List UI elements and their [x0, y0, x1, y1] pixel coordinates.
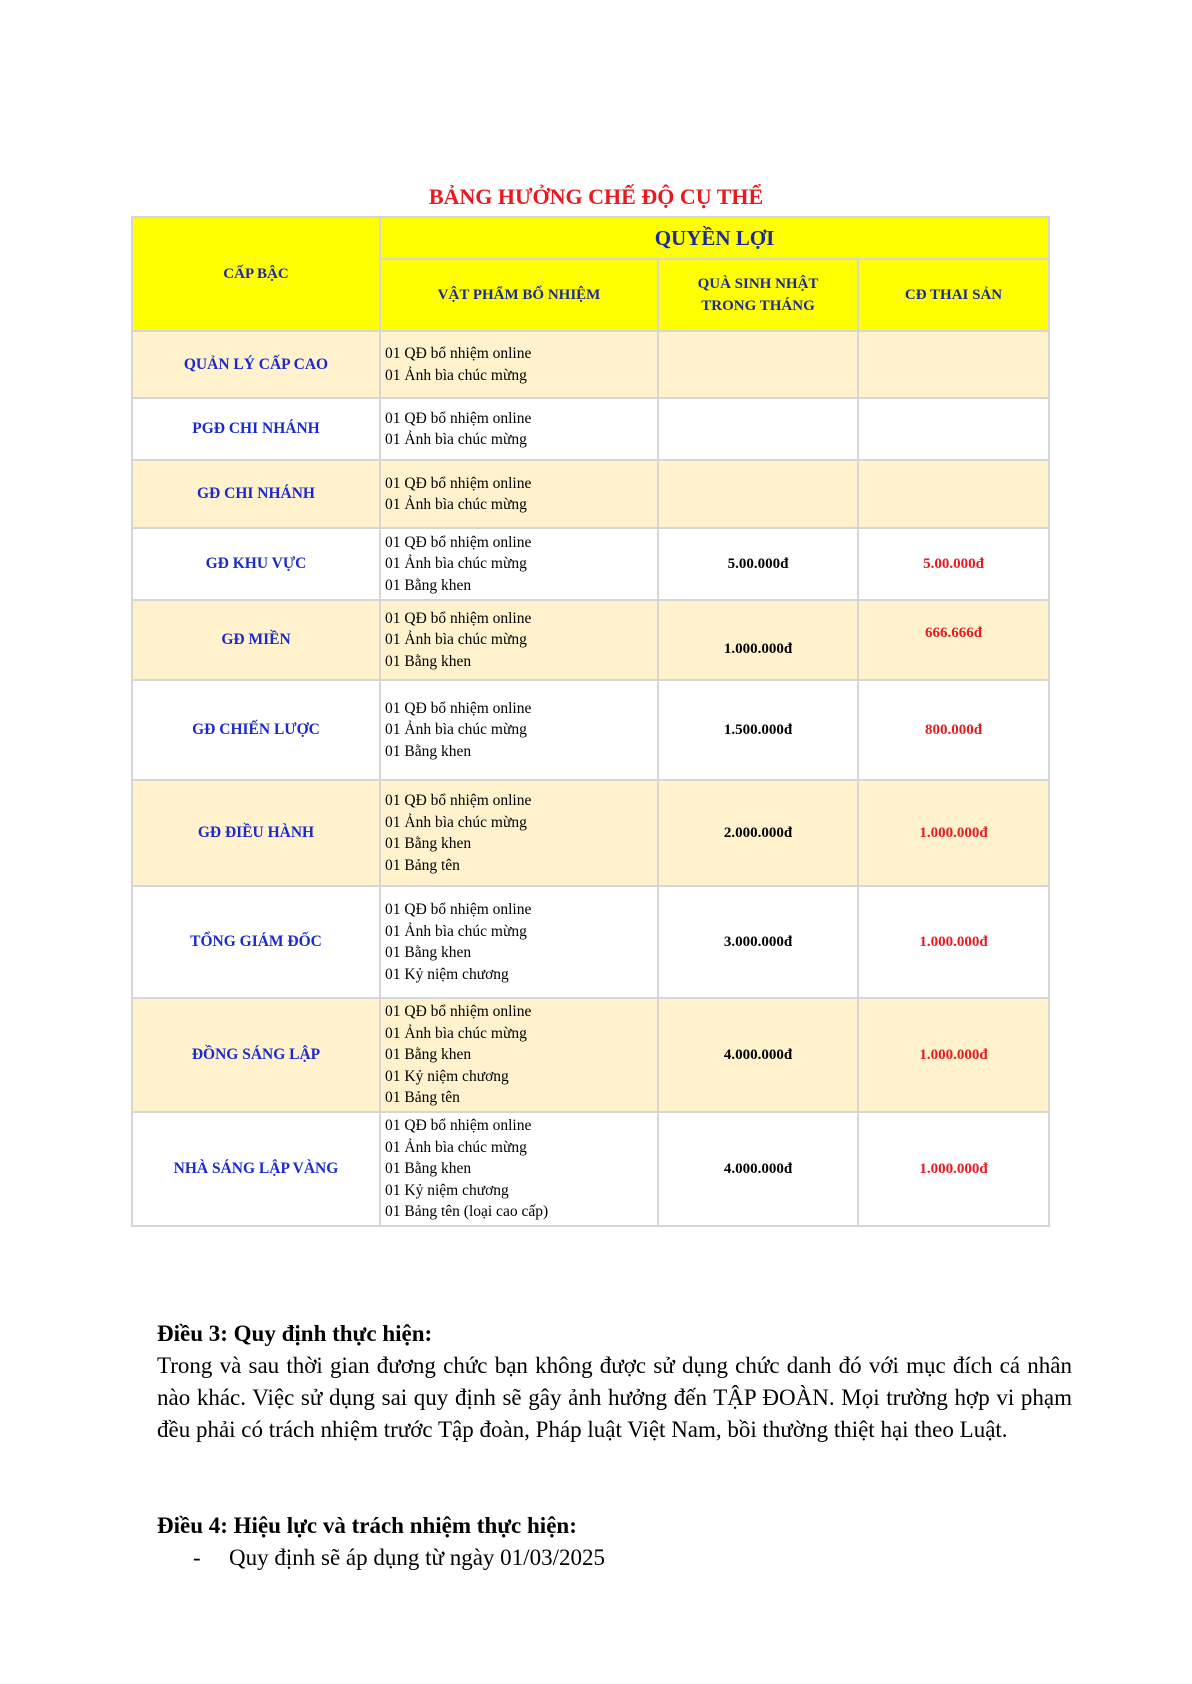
appointment-item: 01 QĐ bổ nhiệm online — [385, 345, 532, 362]
rank-cell: GĐ ĐIỀU HÀNH — [132, 780, 380, 886]
maternity-cell: 666.666đ — [858, 600, 1049, 680]
appointment-item: 01 Ảnh bìa chúc mừng — [385, 1138, 527, 1156]
maternity-cell — [858, 460, 1049, 528]
appointment-item: 01 Bằng khen — [385, 1160, 472, 1178]
appointment-item: 01 Kỷ niệm chương — [385, 965, 509, 983]
appointment-item: 01 Bằng khen — [385, 576, 472, 594]
appointment-item: 01 Kỷ niệm chương — [385, 1067, 509, 1085]
appointment-item: 01 QĐ bổ nhiệm online — [385, 533, 532, 551]
birthday-gift-cell — [658, 398, 858, 460]
rank-cell: QUẢN LÝ CẤP CAO — [132, 331, 380, 398]
items-cell — [380, 886, 658, 998]
birthday-gift-cell: 4.000.000đ — [658, 998, 858, 1112]
items-cell — [380, 460, 658, 528]
table-row — [132, 600, 1049, 680]
items-cell — [380, 780, 658, 886]
items-cell — [380, 331, 658, 398]
appointment-item: 01 Bằng khen — [385, 1046, 472, 1064]
appointment-item: 01 Bằng khen — [385, 652, 472, 670]
article-4-bullet: Quy định sẽ áp dụng từ ngày 01/03/2025 — [229, 1545, 605, 1570]
appointment-item: 01 QĐ bổ nhiệm online — [385, 1003, 532, 1021]
maternity-cell: 1.000.000đ — [858, 780, 1049, 886]
items-cell — [380, 600, 658, 680]
appointment-item: 01 QĐ bổ nhiệm online — [385, 792, 532, 809]
items-cell — [380, 398, 658, 460]
article-4-heading: Điều 4: Hiệu lực và trách nhiệm thực hiện: — [157, 1513, 577, 1538]
appointment-item: 01 Bảng tên — [385, 856, 460, 874]
appointment-item: 01 Ảnh bìa chúc mừng — [385, 631, 527, 649]
header-maternity: CĐ THAI SẢN — [858, 259, 1049, 331]
header-birthday-gift: QUÀ SINH NHẬT TRONG THÁNG — [658, 259, 858, 331]
appointment-item: 01 Ảnh bìa chúc mừng — [385, 496, 527, 513]
table-body — [132, 331, 1049, 1226]
article-3 — [157, 1318, 1072, 1446]
rank-cell: ĐỒNG SÁNG LẬP — [132, 998, 380, 1112]
header-benefits: QUYỀN LỢI — [380, 217, 1049, 259]
maternity-cell: 1.000.000đ — [858, 1112, 1049, 1226]
appointment-item: 01 Ảnh bìa chúc mừng — [385, 813, 527, 831]
bullet-marker: - — [193, 1545, 201, 1570]
appointment-item: 01 QĐ bổ nhiệm online — [385, 1117, 532, 1135]
appointment-item: 01 Ảnh bìa chúc mừng — [385, 555, 527, 573]
appointment-item: 01 Ảnh bìa chúc mừng — [385, 922, 527, 940]
birthday-gift-cell: 1.500.000đ — [658, 680, 858, 780]
table-row — [132, 998, 1049, 1112]
rank-cell: GĐ CHI NHÁNH — [132, 460, 380, 528]
table-row — [132, 886, 1049, 998]
table-row — [132, 460, 1049, 528]
appointment-item: 01 QĐ bổ nhiệm online — [385, 609, 532, 627]
maternity-cell: 5.00.000đ — [858, 528, 1049, 600]
rank-cell: GĐ MIỀN — [132, 600, 380, 680]
rank-cell: TỔNG GIÁM ĐỐC — [132, 886, 380, 998]
birthday-gift-cell: 3.000.000đ — [658, 886, 858, 998]
article-4 — [157, 1510, 1072, 1542]
appointment-item: 01 QĐ bổ nhiệm online — [385, 901, 532, 918]
table-row — [132, 398, 1049, 460]
page-title: BẢNG HƯỞNG CHẾ ĐỘ CỤ THỂ — [428, 184, 764, 209]
items-cell — [380, 998, 658, 1112]
table-row — [132, 528, 1049, 600]
appointment-item: 01 Ảnh bìa chúc mừng — [385, 721, 527, 739]
table-row — [132, 680, 1049, 780]
article-3-heading: Điều 3: Quy định thực hiện: — [157, 1321, 433, 1346]
birthday-gift-cell — [658, 460, 858, 528]
rank-cell: PGĐ CHI NHÁNH — [132, 398, 380, 460]
appointment-item: 01 Ảnh bìa chúc mừng — [385, 366, 527, 384]
appointment-item: 01 Bảng tên — [385, 1089, 460, 1107]
appointment-item: 01 Bảng tên (loại cao cấp) — [385, 1203, 549, 1221]
article-3-body: Trong và sau thời gian đương chức bạn không được sử dụng chức danh đó với mục đích cá nhân nào khác. Việc sử dụng sai quy định sẽ gây ảnh hưởng đến TẬP ĐOÀN. Mọi trường hợp vi phạm đều phải có trách nhiệm trước Tập đoàn, Pháp luật Việt Nam, bồi thường thiệt hại theo Luật. — [157, 1353, 1072, 1442]
rank-cell: GĐ KHU VỰC — [132, 528, 380, 600]
header-items: VẬT PHẨM BỔ NHIỆM — [380, 259, 658, 331]
benefits-table — [131, 216, 1050, 1227]
items-cell — [380, 680, 658, 780]
items-cell — [380, 1112, 658, 1226]
maternity-cell — [858, 398, 1049, 460]
appointment-item: 01 Ảnh bìa chúc mừng — [385, 431, 527, 448]
birthday-gift-cell: 5.00.000đ — [658, 528, 858, 600]
birthday-gift-cell — [658, 331, 858, 398]
maternity-cell: 800.000đ — [858, 680, 1049, 780]
rank-cell: NHÀ SÁNG LẬP VÀNG — [132, 1112, 380, 1226]
birthday-gift-cell: 1.000.000đ — [658, 600, 858, 680]
appointment-item: 01 Bằng khen — [385, 742, 472, 760]
birthday-gift-cell: 2.000.000đ — [658, 780, 858, 886]
birthday-gift-cell: 4.000.000đ — [658, 1112, 858, 1226]
header-rank: CẤP BẬC — [132, 217, 380, 331]
table-row — [132, 780, 1049, 886]
appointment-item: 01 Bằng khen — [385, 944, 472, 961]
table-row — [132, 1112, 1049, 1226]
appointment-item: 01 QĐ bổ nhiệm online — [385, 699, 532, 717]
appointment-item: 01 Kỷ niệm chương — [385, 1181, 509, 1199]
maternity-cell: 1.000.000đ — [858, 998, 1049, 1112]
appointment-item: 01 Ảnh bìa chúc mừng — [385, 1024, 527, 1042]
maternity-cell — [858, 331, 1049, 398]
maternity-cell: 1.000.000đ — [858, 886, 1049, 998]
items-cell — [380, 528, 658, 600]
appointment-item: 01 QĐ bổ nhiệm online — [385, 474, 532, 492]
rank-cell: GĐ CHIẾN LƯỢC — [132, 680, 380, 780]
appointment-item: 01 Bằng khen — [385, 835, 472, 852]
appointment-item: 01 QĐ bổ nhiệm online — [385, 409, 532, 427]
table-row — [132, 331, 1049, 398]
